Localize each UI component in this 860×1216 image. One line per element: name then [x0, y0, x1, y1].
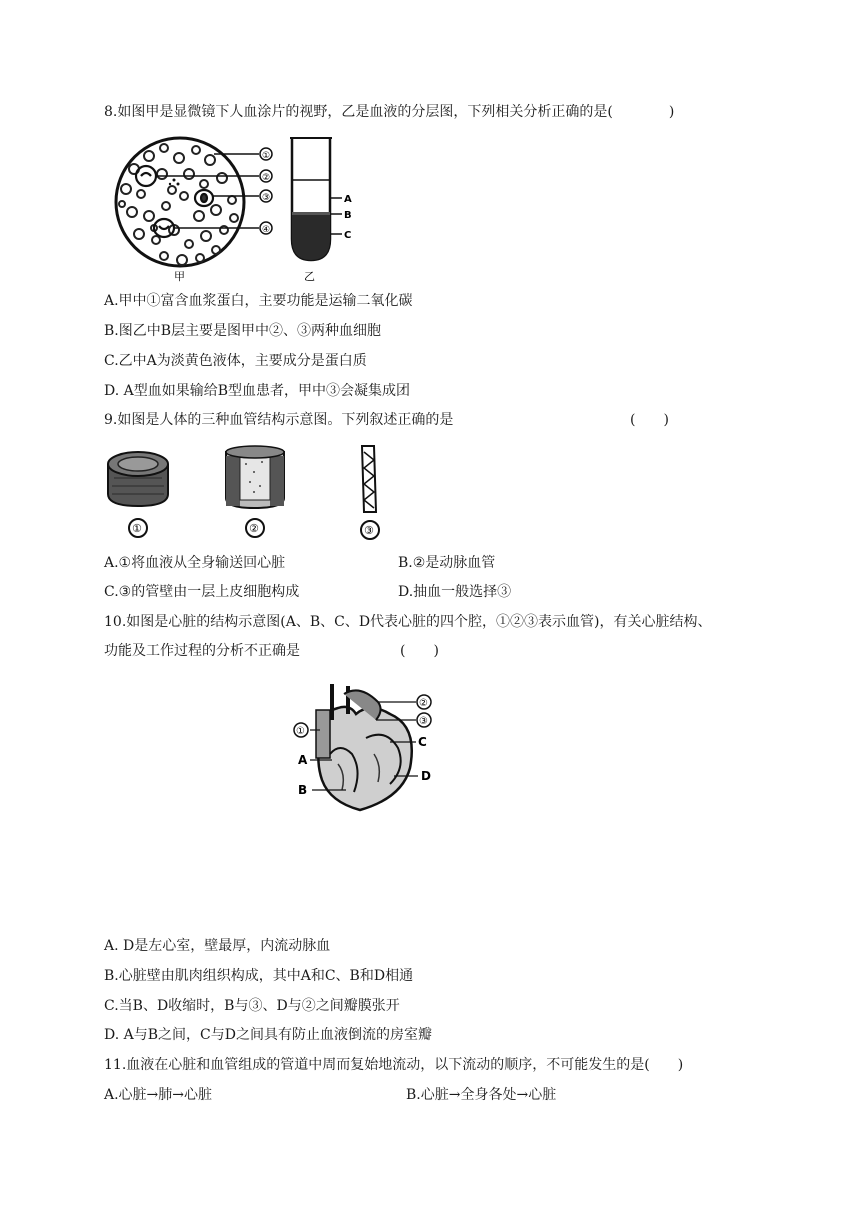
test-tube [290, 138, 342, 260]
q11-option-b: B.心脏→全身各处→心脏 [406, 1087, 557, 1103]
q8-label-yi: 乙 [304, 270, 315, 283]
q10-answer-paren: ( ) [400, 643, 439, 659]
blood-smear-field [116, 138, 272, 266]
q10-label-3: ③ [419, 716, 428, 727]
q9-answer-paren: ( ) [630, 412, 669, 428]
q10-label-D: D [421, 769, 431, 783]
q10-label-A: A [298, 753, 308, 767]
q8-label-C: C [344, 230, 352, 241]
q10-label-1: ① [296, 726, 305, 737]
q8-label-A: A [344, 194, 352, 205]
q10-stem-line2: 功能及工作过程的分析不正确是 [104, 643, 300, 659]
q10-label-B: B [298, 783, 308, 797]
heart-diagram [294, 684, 431, 810]
q11-option-a: A.心脏→肺→心脏 [104, 1087, 213, 1103]
q8-option-b: B.图乙中B层主要是图甲中②、③两种血细胞 [104, 323, 382, 339]
q8-label-2: ② [262, 173, 271, 183]
q10-label-2: ② [419, 698, 428, 709]
q9-option-b: B.②是动脉血管 [398, 555, 496, 571]
q10-heart-figure [290, 684, 450, 816]
q8-label-1: ① [262, 151, 271, 161]
q10-option-b: B.心脏壁由肌肉组织构成，其中A和C、B和D相通 [104, 968, 414, 984]
q9-stem: 9.如图是人体的三种血管结构示意图。下列叙述正确的是 [104, 412, 454, 428]
q9-label-2: ② [249, 522, 259, 535]
q10-option-d: D. A与B之间，C与D之间具有防止血液倒流的房室瓣 [104, 1027, 432, 1043]
q11-stem: 11.血液在心脏和血管组成的管道中周而复始地流动，以下流动的顺序，不可能发生的是( ) [104, 1057, 684, 1073]
q9-label-3: ③ [364, 524, 374, 537]
q8-option-c: C.乙中A为淡黄色液体，主要成分是蛋白质 [104, 353, 367, 369]
q9-option-a: A.①将血液从全身输送回心脏 [104, 555, 286, 571]
q10-stem-line1: 10.如图是心脏的结构示意图(A、B、C、D代表心脏的四个腔，①②③表示血管)，有关心脏结构、 [104, 614, 712, 630]
q10-option-c: C.当B、D收缩时，B与③、D与②之间瓣膜张开 [104, 998, 400, 1014]
q10-option-a: A. D是左心室，壁最厚，内流动脉血 [104, 938, 331, 954]
q9-label-1: ① [132, 522, 142, 535]
q8-label-B: B [344, 210, 352, 221]
q8-label-jia: 甲 [174, 270, 185, 283]
q9-option-c: C.③的管壁由一层上皮细胞构成 [104, 584, 300, 600]
q9-figure [104, 442, 404, 542]
q9-option-d: D.抽血一般选择③ [398, 584, 512, 600]
q10-label-C: C [418, 735, 427, 749]
q8-stem: 8.如图甲是显微镜下人血涂片的视野，乙是血液的分层图，下列相关分析正确的是( ) [104, 104, 675, 120]
q8-label-4: ④ [262, 225, 271, 235]
q8-label-3: ③ [262, 193, 271, 203]
q8-figure [104, 134, 374, 284]
q8-option-a: A.甲中①富含血浆蛋白，主要功能是运输二氧化碳 [104, 293, 413, 309]
q8-option-d: D. A型血如果输给B型血患者，甲中③会凝集成团 [104, 383, 411, 399]
